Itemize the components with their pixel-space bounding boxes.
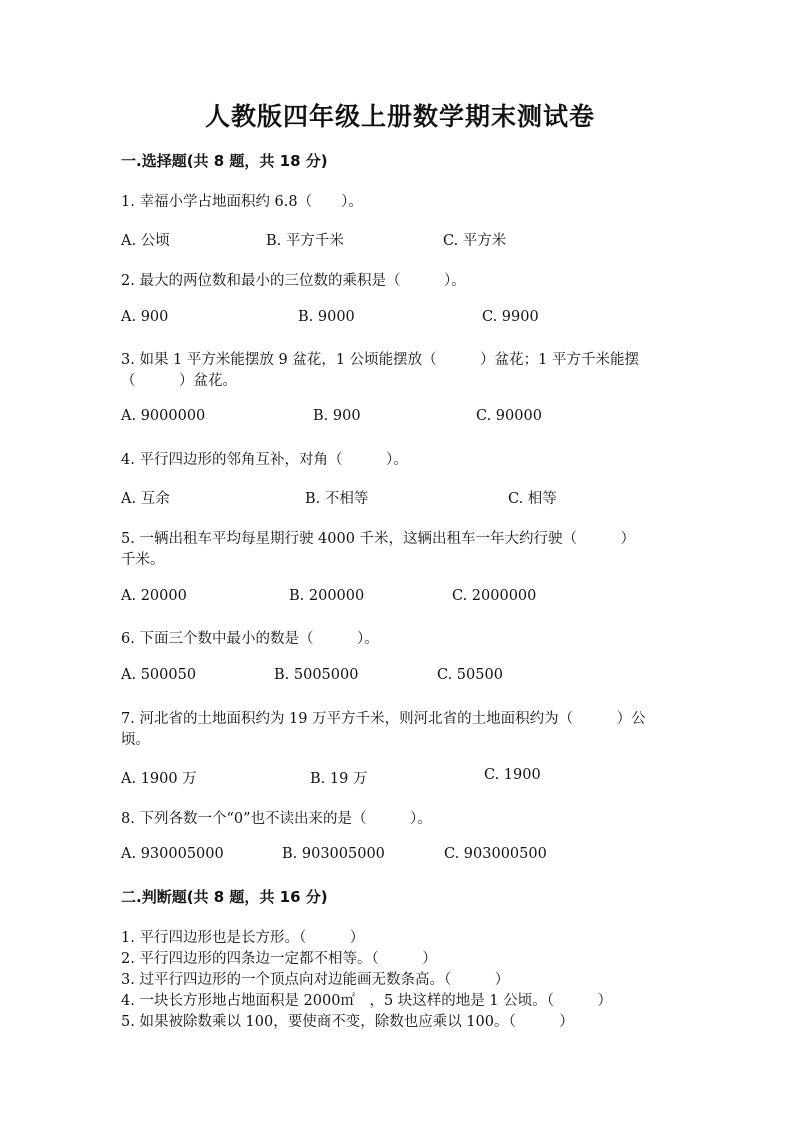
page-title: 人教版四年级上册数学期末测试卷 <box>204 102 595 131</box>
question-1-option-b: B. 平方千米 <box>266 233 344 249</box>
question-8-text: 8. 下列各数一个“0”也不读出来的是（ ）。 <box>121 811 432 827</box>
question-8-option-b: B. 903005000 <box>282 846 385 862</box>
question-2-option-c: C. 9900 <box>482 309 539 325</box>
question-7-option-a: A. 1900 万 <box>121 771 197 787</box>
question-1-text: 1. 幸福小学占地面积约 6.8（ ）。 <box>121 194 363 210</box>
question-8-option-c: C. 903000500 <box>444 846 547 862</box>
question-5-option-a: A. 20000 <box>121 588 187 604</box>
question-1-option-a: A. 公顷 <box>121 233 170 249</box>
question-4-text: 4. 平行四边形的邻角互补，对角（ ）。 <box>121 452 408 468</box>
question-1-option-c: C. 平方米 <box>443 233 507 249</box>
judge-item-1: 1. 平行四边形也是长方形。（ ） <box>121 930 365 946</box>
question-8-option-a: A. 930005000 <box>121 846 224 862</box>
judge-item-3: 3. 过平行四边形的一个顶点向对边能画无数条高。（ ） <box>121 972 510 988</box>
question-6-option-c: C. 50500 <box>437 667 503 683</box>
question-2-text: 2. 最大的两位数和最小的三位数的乘积是（ ）。 <box>121 273 466 289</box>
question-2-option-b: B. 9000 <box>298 309 355 325</box>
question-5-text-line1: 5. 一辆出租车平均每星期行驶 4000 千米，这辆出租车一年大约行驶（ ） <box>121 531 636 547</box>
question-7-option-b: B. 19 万 <box>310 771 368 787</box>
question-6-text: 6. 下面三个数中最小的数是（ ）。 <box>121 631 379 647</box>
question-2-option-a: A. 900 <box>121 309 169 325</box>
question-7-option-c: C. 1900 <box>484 767 541 783</box>
question-7-text-line2: 顷。 <box>121 732 150 748</box>
question-5-text-line2: 千米。 <box>121 552 165 568</box>
question-3-text-line1: 3. 如果 1 平方米能摆放 9 盆花，1 公顷能摆放（ ）盆花；1 平方千米能摆 <box>121 352 639 368</box>
question-5-option-b: B. 200000 <box>289 588 365 604</box>
question-6-option-a: A. 500050 <box>121 667 197 683</box>
section-heading-choice: 一.选择题(共 8 题，共 18 分) <box>121 152 328 170</box>
question-4-option-c: C. 相等 <box>508 491 557 507</box>
question-3-option-c: C. 90000 <box>476 408 542 424</box>
question-4-option-a: A. 互余 <box>121 491 170 507</box>
question-3-option-a: A. 9000000 <box>121 408 206 424</box>
judge-item-2: 2. 平行四边形的四条边一定都不相等。（ ） <box>121 951 437 967</box>
question-3-option-b: B. 900 <box>313 408 361 424</box>
question-3-text-line2: （ ）盆花。 <box>121 373 237 389</box>
section-heading-judge: 二.判断题(共 8 题，共 16 分) <box>121 888 328 906</box>
question-5-option-c: C. 2000000 <box>452 588 537 604</box>
judge-item-5: 5. 如果被除数乘以 100，要使商不变，除数也应乘以 100。（ ） <box>121 1014 574 1030</box>
question-6-option-b: B. 5005000 <box>274 667 359 683</box>
judge-item-4: 4. 一块长方形地占地面积是 2000㎡ ，5 块这样的地是 1 公顷。（ ） <box>121 993 612 1009</box>
question-7-text-line1: 7. 河北省的土地面积约为 19 万平方千米，则河北省的土地面积约为（ ）公 <box>121 711 646 727</box>
question-4-option-b: B. 不相等 <box>305 491 369 507</box>
